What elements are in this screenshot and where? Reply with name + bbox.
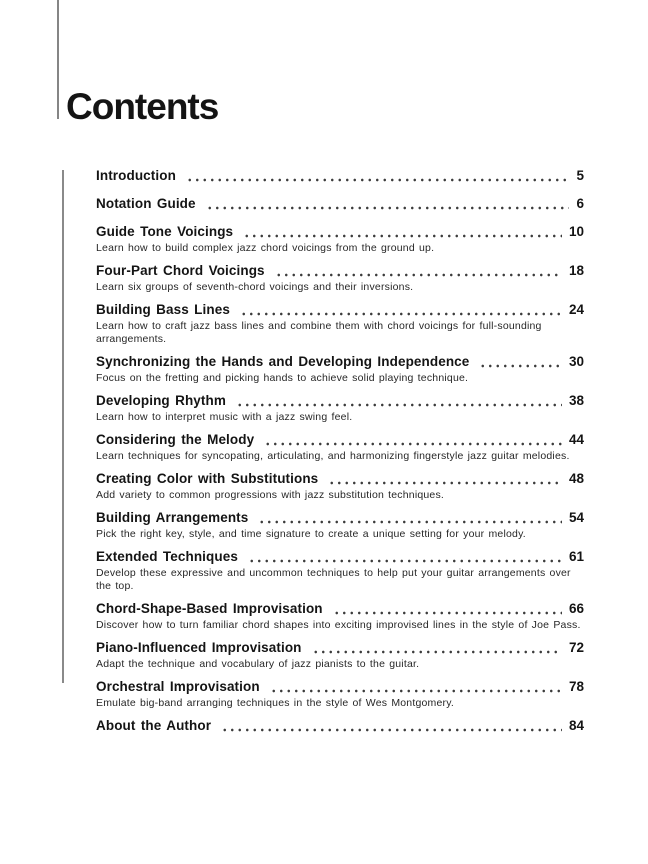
toc-entry-description: Learn how to build complex jazz chord voicings from the ground up. xyxy=(96,242,435,254)
toc-entry-description: Focus on the fretting and picking hands to achieve solid playing technique. xyxy=(96,372,469,384)
toc-entry xyxy=(96,718,584,734)
toc-entry-description: Learn six groups of seventh-chord voicings and their inversions. xyxy=(96,281,414,293)
toc-entry-title: Synchronizing the Hands and Developing Independence xyxy=(96,354,470,369)
toc-entry-row xyxy=(96,354,584,370)
toc-entry-page-number: 72 xyxy=(568,640,584,655)
dot-leader xyxy=(268,679,562,695)
toc-entry-title: Extended Techniques xyxy=(96,549,238,564)
toc-entry-row xyxy=(96,549,584,565)
toc-entry-title: Creating Color with Substitutions xyxy=(96,471,319,486)
dot-leader xyxy=(310,640,562,656)
dot-leader xyxy=(262,432,562,448)
toc-entry-row xyxy=(96,196,584,212)
toc-list xyxy=(96,168,584,746)
toc-entry-title: Chord-Shape-Based Improvisation xyxy=(96,601,323,616)
toc-entry xyxy=(96,196,584,212)
toc-entry xyxy=(96,432,584,463)
toc-entry-title: Considering the Melody xyxy=(96,432,255,447)
left-rule-line xyxy=(62,170,64,683)
toc-entry-row xyxy=(96,510,584,526)
toc-entry-page-number: 48 xyxy=(568,471,584,486)
toc-entry xyxy=(96,510,584,541)
toc-entry xyxy=(96,354,584,385)
toc-entry-description: Adapt the technique and vocabulary of jazz pianists to the guitar. xyxy=(96,658,420,670)
page-title: Contents xyxy=(66,86,219,127)
toc-entry-description: Discover how to turn familiar chord shapes into exciting improvised lines in the style of Joe Pass. xyxy=(96,619,581,631)
toc-entry-page-number: 38 xyxy=(568,393,584,408)
toc-entry xyxy=(96,549,584,593)
toc-entry-page-number: 6 xyxy=(576,196,584,211)
toc-entry-row xyxy=(96,679,584,695)
toc-entry-title: Developing Rhythm xyxy=(96,393,226,408)
dot-leader xyxy=(256,510,562,526)
toc-entry xyxy=(96,302,584,346)
toc-entry-row xyxy=(96,302,584,318)
toc-entry xyxy=(96,471,584,502)
toc-entry-title: Four-Part Chord Voicings xyxy=(96,263,265,278)
toc-entry-title: Building Arrangements xyxy=(96,510,249,525)
toc-entry-title: Piano-Influenced Improvisation xyxy=(96,640,302,655)
toc-entry xyxy=(96,168,584,184)
toc-entry xyxy=(96,224,584,255)
dot-leader xyxy=(477,354,562,370)
toc-entry-page-number: 5 xyxy=(576,168,584,183)
toc-entry-row xyxy=(96,168,584,184)
toc-entry xyxy=(96,263,584,294)
dot-leader xyxy=(184,168,570,184)
toc-entry xyxy=(96,640,584,671)
toc-entry-page-number: 78 xyxy=(568,679,584,694)
toc-entry xyxy=(96,393,584,424)
toc-entry-page-number: 66 xyxy=(568,601,584,616)
toc-entry-row xyxy=(96,471,584,487)
toc-entry-title: Building Bass Lines xyxy=(96,302,230,317)
toc-entry-title: Orchestral Improvisation xyxy=(96,679,260,694)
toc-entry-description: Emulate big-band arranging techniques in the style of Wes Montgomery. xyxy=(96,697,455,709)
toc-entry-page-number: 18 xyxy=(568,263,584,278)
dot-leader xyxy=(219,718,562,734)
toc-entry-page-number: 61 xyxy=(568,549,584,564)
toc-entry-description: Add variety to common progressions with jazz substitution techniques. xyxy=(96,489,445,501)
toc-entry-description: Learn how to craft jazz bass lines and combine them with chord voicings for full-sounding arrangements. xyxy=(96,320,542,345)
toc-entry-description: Pick the right key, style, and time signature to create a unique setting for your melody. xyxy=(96,528,526,540)
dot-leader xyxy=(246,549,562,565)
toc-entry-row xyxy=(96,432,584,448)
dot-leader xyxy=(241,224,562,240)
toc-entry xyxy=(96,679,584,710)
toc-entry-row xyxy=(96,393,584,409)
dot-leader xyxy=(331,601,562,617)
toc-entry-page-number: 84 xyxy=(568,718,584,733)
toc-entry-page-number: 44 xyxy=(568,432,584,447)
toc-entry-row xyxy=(96,263,584,279)
toc-entry xyxy=(96,601,584,632)
toc-entry-row xyxy=(96,718,584,734)
toc-entry-page-number: 54 xyxy=(568,510,584,525)
toc-entry-title: Guide Tone Voicings xyxy=(96,224,234,239)
toc-entry-title: Introduction xyxy=(96,168,176,183)
toc-entry-page-number: 24 xyxy=(568,302,584,317)
toc-entry-title: About the Author xyxy=(96,718,212,733)
dot-leader xyxy=(234,393,562,409)
top-rule-line xyxy=(57,0,59,119)
toc-entry-row xyxy=(96,224,584,240)
toc-entry-description: Learn how to interpret music with a jazz swing feel. xyxy=(96,411,353,423)
toc-entry-page-number: 10 xyxy=(568,224,584,239)
toc-entry-row xyxy=(96,601,584,617)
toc-entry-title: Notation Guide xyxy=(96,196,196,211)
dot-leader xyxy=(204,196,570,212)
toc-entry-description: Learn techniques for syncopating, articulating, and harmonizing fingerstyle jazz guitar melodies. xyxy=(96,450,570,462)
dot-leader xyxy=(273,263,562,279)
dot-leader xyxy=(238,302,562,318)
toc-entry-row xyxy=(96,640,584,656)
toc-entry-page-number: 30 xyxy=(568,354,584,369)
toc-entry-description: Develop these expressive and uncommon techniques to help put your guitar arrangements over the top. xyxy=(96,567,571,592)
dot-leader xyxy=(326,471,562,487)
